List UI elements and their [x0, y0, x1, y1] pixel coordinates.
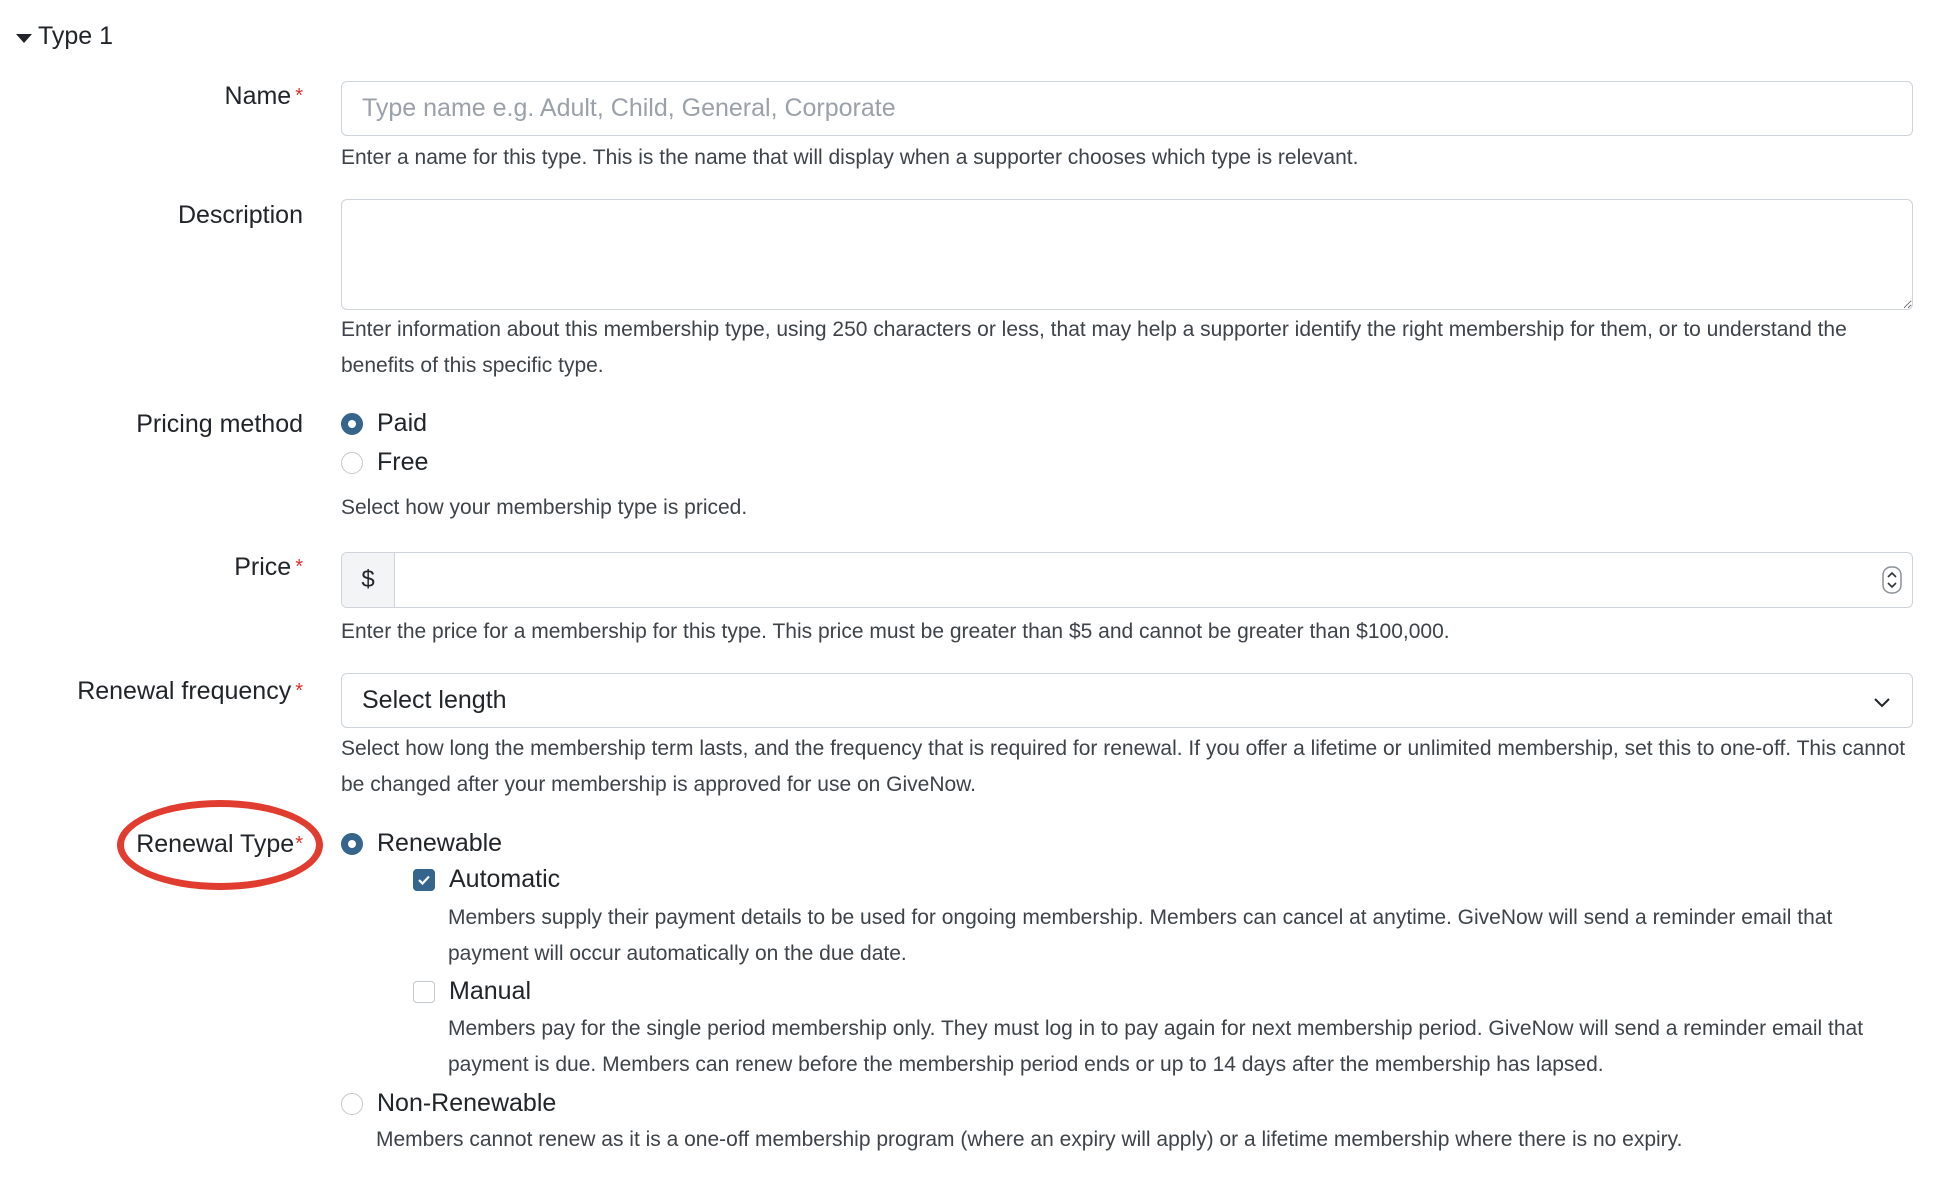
automatic-help: Members supply their payment details to be used for ongoing membership. Members can cancel at anytime. GiveNow will send a reminder email that payment will occur automatically on the due date. — [448, 906, 1833, 965]
name-input[interactable] — [341, 81, 1913, 136]
checkbox-automatic[interactable] — [413, 869, 435, 891]
renewal-frequency-label: Renewal frequency * — [77, 677, 303, 705]
radio-non-renewable-label: Non-Renewable — [377, 1089, 557, 1117]
chevron-down-icon — [1872, 686, 1892, 715]
radio-renewable-label: Renewable — [377, 829, 503, 857]
caret-down-icon — [16, 34, 32, 43]
required-marker: * — [295, 556, 303, 578]
renewal-frequency-help: Select how long the membership term lasts, and the frequency that is required for renewal. If you offer a lifetime or unlimited membership, set this to one-off. This cannot be changed after your membership is approved for use on GiveNow. — [341, 737, 1906, 796]
check-icon — [417, 874, 431, 886]
price-label: Price * — [234, 553, 303, 581]
description-label: Description — [177, 201, 303, 229]
price-input[interactable] — [395, 553, 1872, 607]
section-title: Type 1 — [38, 22, 114, 50]
section-toggle[interactable] — [16, 22, 113, 51]
pricing-method-label: Pricing method — [136, 410, 303, 438]
description-help: Enter information about this membership type, using 250 characters or less, that may help a supporter identify the right membership for them, or to understand the benefits of this specific type. — [341, 318, 1847, 377]
description-textarea[interactable] — [341, 199, 1913, 310]
checkbox-manual[interactable] — [413, 981, 435, 1003]
renewal-frequency-value: Select length — [362, 686, 507, 714]
non-renewable-option[interactable] — [341, 1089, 556, 1118]
manual-option[interactable] — [413, 977, 531, 1006]
radio-renewable[interactable] — [341, 833, 363, 855]
required-marker: * — [295, 680, 303, 702]
pricing-paid-option[interactable] — [341, 409, 427, 438]
radio-non-renewable[interactable] — [341, 1093, 363, 1115]
automatic-option[interactable] — [413, 865, 560, 894]
pricing-method-help: Select how your membership type is priced. — [341, 496, 748, 519]
radio-free[interactable] — [341, 452, 363, 474]
number-spinner-icon[interactable] — [1872, 553, 1912, 607]
pricing-free-option[interactable] — [341, 448, 428, 477]
annotation-circle — [117, 800, 323, 890]
required-marker: * — [295, 85, 303, 107]
non-renewable-help: Members cannot renew as it is a one-off membership program (where an expiry will apply) or a lifetime membership where there is no expiry. — [376, 1128, 1683, 1151]
currency-prefix: $ — [342, 553, 395, 607]
name-help: Enter a name for this type. This is the name that will display when a supporter chooses which type is relevant. — [341, 146, 1359, 169]
checkbox-manual-label: Manual — [449, 977, 531, 1005]
radio-paid-label: Paid — [377, 409, 428, 437]
checkbox-automatic-label: Automatic — [449, 865, 561, 893]
price-help: Enter the price for a membership for this type. This price must be greater than $5 and cannot be greater than $100,000. — [341, 620, 1450, 643]
renewal-frequency-select[interactable] — [341, 673, 1913, 728]
radio-free-label: Free — [377, 448, 429, 476]
manual-help: Members pay for the single period membership only. They must log in to pay again for next membership period. GiveNow will send a reminder email that payment is due. Members can renew before the membership period ends or up to 14 days after the membership has lapsed. — [448, 1017, 1864, 1076]
required-marker: * — [295, 833, 303, 855]
price-input-group — [341, 552, 1913, 608]
renewal-type-label: Renewal Type* — [136, 830, 303, 858]
radio-paid[interactable] — [341, 413, 363, 435]
renewable-option[interactable] — [341, 829, 502, 858]
name-label: Name * — [224, 82, 303, 110]
